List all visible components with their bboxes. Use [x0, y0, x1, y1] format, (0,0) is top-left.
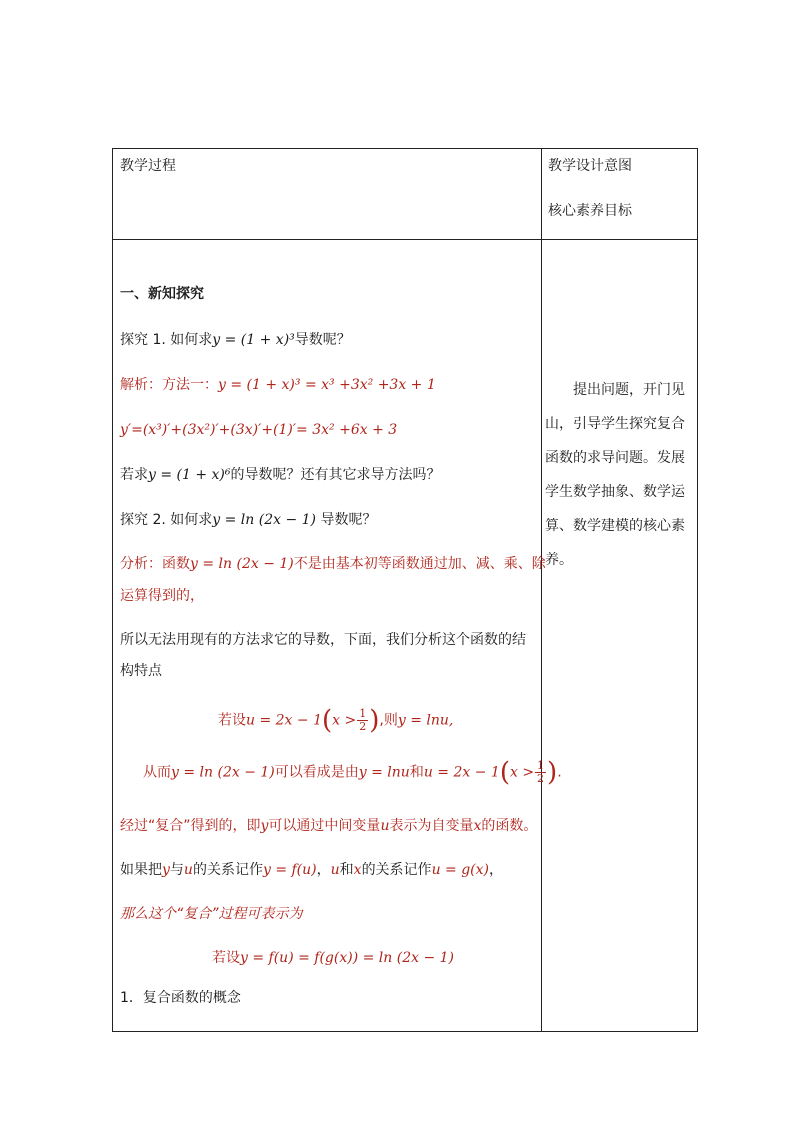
- analysis-2-line1: 分析：函数y = ln (2x − 1)不是由基本初等函数通过加、减、乘、除: [120, 556, 546, 572]
- section-title: 一、新知探究: [120, 286, 204, 302]
- paragraph-line-1: 所以无法用现有的方法求它的导数，下面，我们分析这个函数的结: [120, 632, 526, 648]
- composition-formula: 若设y = f(u) = f(g(x)) = ln (2x − 1): [212, 950, 455, 966]
- composition-statement: 从而y = ln (2x − 1)可以看成是由y = lnu和u = 2x − 1(x > $\frac{1}{2}$ ).: [143, 757, 562, 788]
- design-intent-text: 提出问题，开门见山，引导学生探究复合函数的求导问题。发展学生数学抽象、数学运算、数学建模的核心素养。: [545, 382, 685, 568]
- header-design-intent: 教学设计意图: [548, 158, 632, 174]
- composition-explanation: 经过“复合”得到的，即y可以通过中间变量u表示为自变量x的函数。: [120, 818, 538, 834]
- analysis-method-1: 解析：方法一：y = (1 + x)³ = x³ +3x² +3x + 1: [120, 377, 436, 393]
- fraction-denominator: 2: [359, 720, 367, 733]
- explore-1: 探究 1. 如何求y = (1 + x)³导数呢？: [120, 332, 351, 348]
- header-core-literacy: 核心素养目标: [548, 203, 632, 219]
- composition-process-intro: 那么这个“复合”过程可表示为: [120, 906, 303, 922]
- relation-notation: 如果把y与u的关系记作y = f(u)，u和x的关系记作u = g(x)，: [120, 862, 503, 878]
- substitution-line: 若设u = 2x − 1(x > $\frac{1}{2}$ ),则y = lnu,: [218, 705, 454, 736]
- fraction-numerator: 1: [359, 707, 367, 720]
- header-divider: [113, 239, 697, 240]
- derivative-expansion: y′=(x³)′+(3x²)′+(3x)′+(1)′= 3x² +6x + 3: [120, 422, 398, 438]
- question-power-six: 若求y = (1 + x)⁶的导数呢？还有其它求导方法吗？: [120, 467, 441, 483]
- column-divider: [541, 149, 542, 1031]
- explore-2: 探究 2. 如何求y = ln (2x − 1) 导数呢？: [120, 512, 377, 528]
- analysis-2-line2: 运算得到的，: [120, 588, 204, 604]
- paragraph-line-2: 构特点: [120, 663, 162, 679]
- concept-heading: 1．复合函数的概念: [120, 990, 241, 1006]
- header-teaching-process: 教学过程: [120, 158, 176, 174]
